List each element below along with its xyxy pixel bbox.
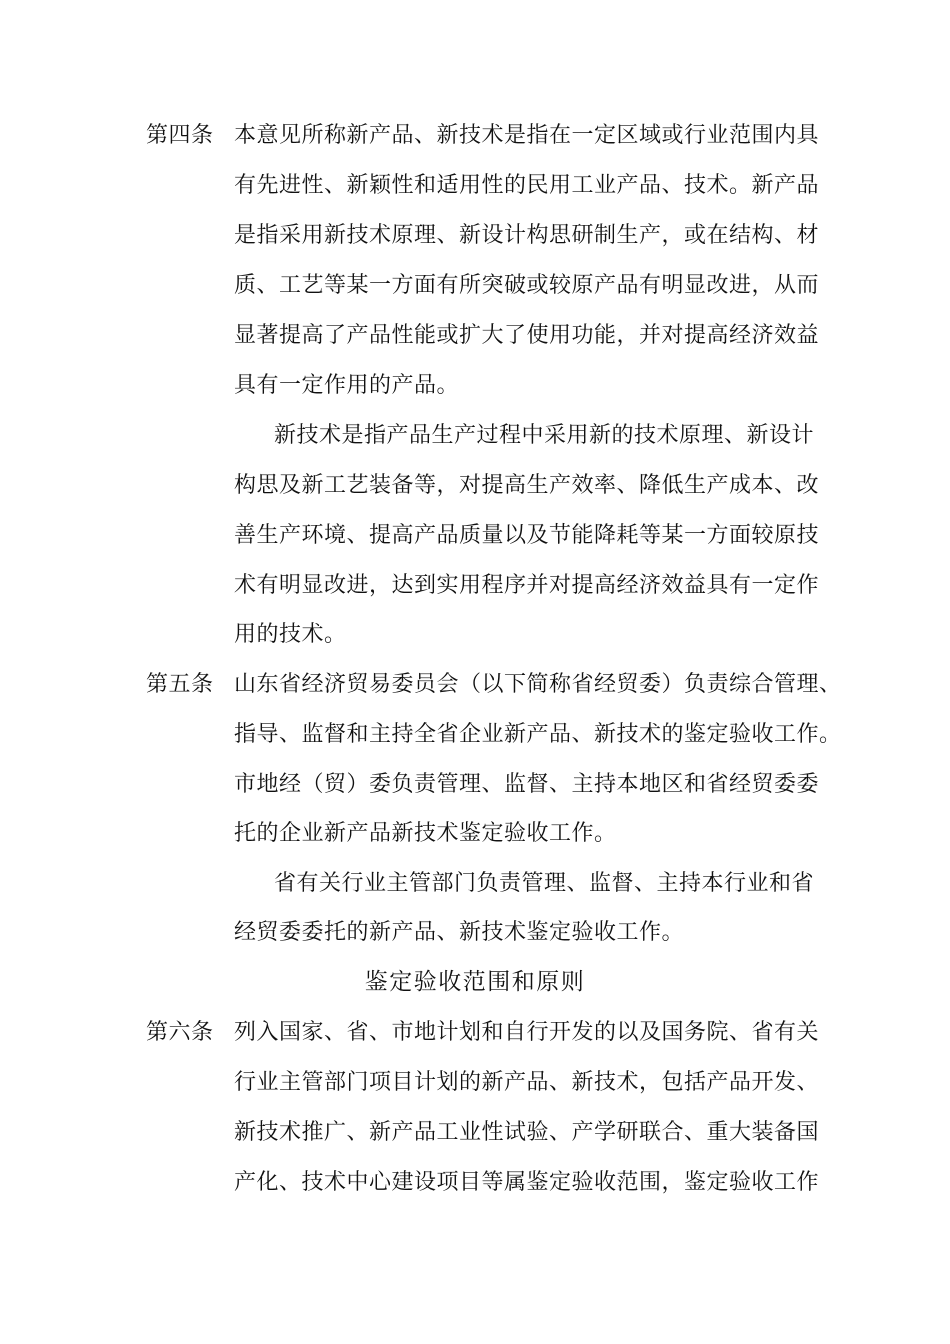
article-5-para2-line-2: 经贸委委托的新产品、新技术鉴定验收工作。 bbox=[234, 920, 685, 945]
article-6-line-1: 列入国家、省、市地计划和自行开发的以及国务院、省有关 bbox=[234, 1020, 820, 1045]
article-4-line-3: 是指采用新技术原理、新设计构思研制生产，或在结构、材 bbox=[234, 223, 820, 248]
article-4-para2-line-3: 善生产环境、提高产品质量以及节能降耗等某一方面较原技 bbox=[234, 523, 820, 548]
article-5-line-1: 山东省经济贸易委员会（以下简称省经贸委）负责综合管理、 bbox=[234, 672, 842, 697]
article-4-line-1: 本意见所称新产品、新技术是指在一定区域或行业范围内具 bbox=[234, 123, 820, 148]
article-4-para2-line-5: 用的技术。 bbox=[234, 622, 347, 647]
article-6-line-4: 产化、技术中心建设项目等属鉴定验收范围，鉴定验收工作 bbox=[234, 1170, 820, 1195]
article-5-line-2: 指导、监督和主持全省企业新产品、新技术的鉴定验收工作。 bbox=[234, 722, 842, 747]
article-5-line-4: 托的企业新产品新技术鉴定验收工作。 bbox=[234, 821, 617, 846]
article-4-label: 第四条 bbox=[146, 123, 214, 148]
article-4-line-5: 显著提高了产品性能或扩大了使用功能，并对提高经济效益 bbox=[234, 323, 820, 348]
article-4-line-2: 有先进性、新颖性和适用性的民用工业产品、技术。新产品 bbox=[234, 173, 820, 198]
section-heading: 鉴定验收范围和原则 bbox=[364, 969, 586, 995]
article-5-line-3: 市地经（贸）委负责管理、监督、主持本地区和省经贸委委 bbox=[234, 772, 820, 797]
article-4-para2-line-1: 新技术是指产品生产过程中采用新的技术原理、新设计 bbox=[274, 423, 815, 448]
article-6-line-2: 行业主管部门项目计划的新产品、新技术，包括产品开发、 bbox=[234, 1070, 820, 1095]
article-6-line-3: 新技术推广、新产品工业性试验、产学研联合、重大装备国 bbox=[234, 1120, 820, 1145]
article-5-label: 第五条 bbox=[146, 672, 214, 697]
article-4-para2-line-2: 构思及新工艺装备等，对提高生产效率、降低生产成本、改 bbox=[234, 473, 820, 498]
article-4-line-4: 质、工艺等某一方面有所突破或较原产品有明显改进，从而 bbox=[234, 273, 820, 298]
article-6-label: 第六条 bbox=[146, 1020, 214, 1045]
article-5-para2-line-1: 省有关行业主管部门负责管理、监督、主持本行业和省 bbox=[274, 871, 815, 896]
article-4-para2-line-4: 术有明显改进，达到实用程序并对提高经济效益具有一定作 bbox=[234, 573, 820, 598]
article-4-line-6: 具有一定作用的产品。 bbox=[234, 373, 460, 398]
